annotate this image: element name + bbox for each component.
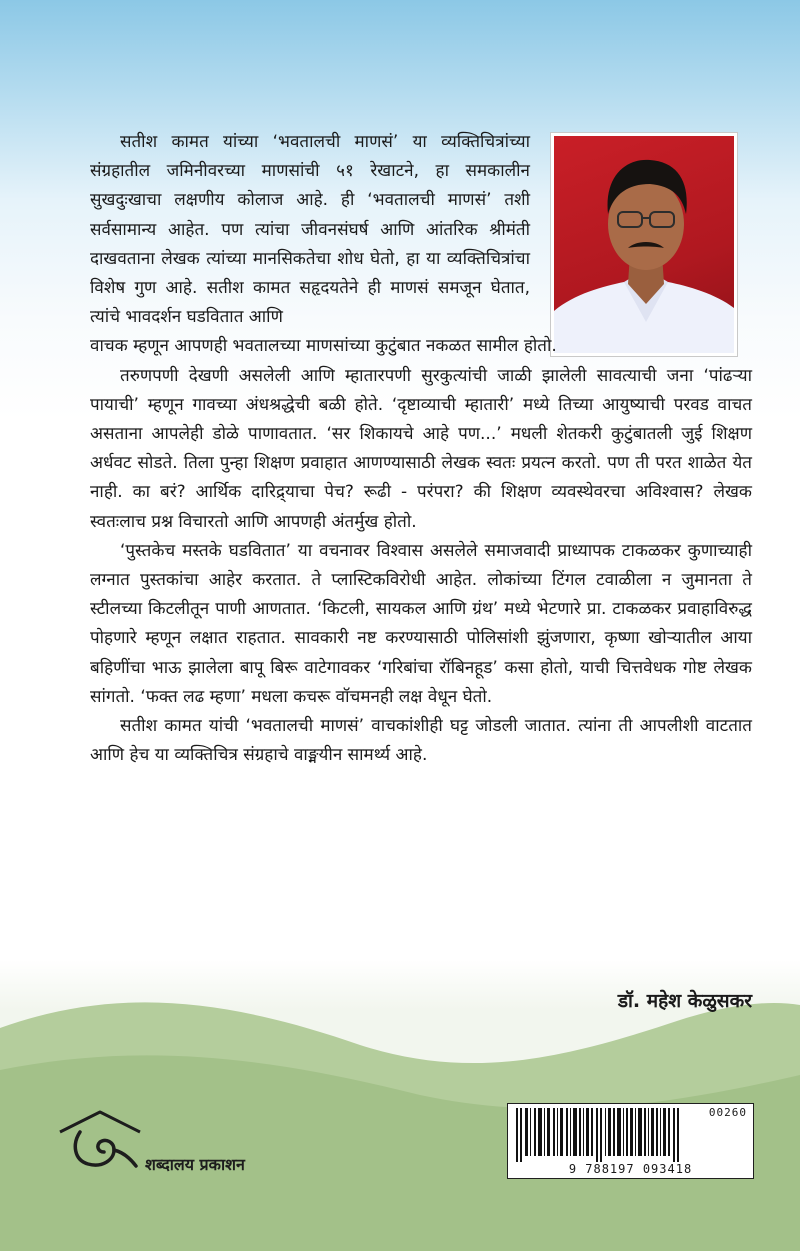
barcode-price-code: 00260 — [708, 1106, 747, 1119]
reviewer-signature: डॉ. महेश केळुसकर — [617, 990, 752, 1012]
barcode-bars — [516, 1108, 686, 1162]
paragraph-intro-end: वाचक म्हणून आपणही भवतालच्या माणसांच्या कुटुंबात नकळत सामील होतो. — [90, 336, 557, 357]
isbn-number: 9 788197 093418 — [568, 1162, 693, 1176]
paragraph-takalkar: ‘पुस्तकेच मस्तके घडवितात’ या वचनावर विश्वास असलेले समाजवादी प्राध्यापक टाकळकर कुणाच्याही लग्नात पुस्तकांचा आहेर करतात. ते प्लास्टिकविरोधी आहेत. लोकांच्या टिंगल टवाळीला न जुमानता ते स्टीलच्या किटलीतून पाणी आणतात. ‘किटली, सायकल आणि ग्रंथ’ मध्ये भेटणारे प्रा. टाकळकर प्रवाहाविरुद्ध पोहणारे म्हणून लक्षात राहतात. सावकारी नष्ट करण्यासाठी पोलिसांशी झुंजणारा, कृष्णा खोऱ्यातील आया बहिणींचा भाऊ झालेला बापू बिरू वाटेगावकर ‘गरिबांचा रॉबिनहूड’ कसा होतो, याची चित्तवेधक गोष्ट लेखक सांगतो. ‘फक्त लढ म्हणा’ मधला कचरू वॉचमनही लक्ष वेधून घेतो. — [90, 540, 752, 707]
publisher-name: शब्दालय प्रकाशन — [145, 1155, 245, 1174]
paragraph-conclusion: सतीश कामत यांची ‘भवतालची माणसं’ वाचकांशीही घट्ट जोडली जातात. त्यांना ती आपलीशी वाटतात आणि हेच या व्यक्तिचित्र संग्रहाचे वाङ्मयीन सामर्थ्य आहे. — [90, 716, 752, 766]
paragraph-jana: तरुणपणी देखणी असलेली आणि म्हातारपणी सुरकुत्यांची जाळी झालेली सावत्याची जना ‘पांढऱ्या पायाची’ म्हणून गावच्या अंधश्रद्धेची बळी होते. ‘दृष्टाव्याची म्हातारी’ मध्ये तिच्या आयुष्याची परवड वाचत असताना आपलेही डोळे पाणावतात. ‘सर शिकायचे आहे पण...’ मधली शेतकरी कुटुंबातली जुई शिक्षण अर्धवट सोडते. तिला पुन्हा शिक्षण प्रवाहात आणण्यासाठी लेखक स्वतः प्रयत्न करतो. पण ती परत शाळेत येत नाही. का बरं? आर्थिक दारिद्र्याचा पेच? रूढी - परंपरा? की शिक्षण व्यवस्थेवरचा अविश्वास? लेखक स्वतःलाच प्रश्न विचारतो आणि आपणही अंतर्मुख होतो. — [90, 365, 752, 532]
paragraph-intro: सतीश कामत यांच्या ‘भवतालची माणसं’ या व्यक्तिचित्रांच्या संग्रहातील जमिनीवरच्या माणसांची ५१ रेखाटने, हा समकालीन सुखदुःखाचा लक्षणीय कोलाज आहे. ही ‘भवतालची माणसं’ तशी सर्वसामान्य आहेत. पण त्यांचा जीवनसंघर्ष आणि आंतरिक श्रीमंती दाखवताना लेखक त्यांच्या मानसिकतेचा शोध घेतो, हा या व्यक्तिचित्रांचा विशेष गुण आहे. सतीश कामत सहृदयतेने ही माणसं समजून घेतात, त्यांचे भावदर्शन घडवितात आणि — [90, 132, 530, 328]
blurb-text — [90, 128, 752, 770]
isbn-barcode — [507, 1103, 754, 1179]
